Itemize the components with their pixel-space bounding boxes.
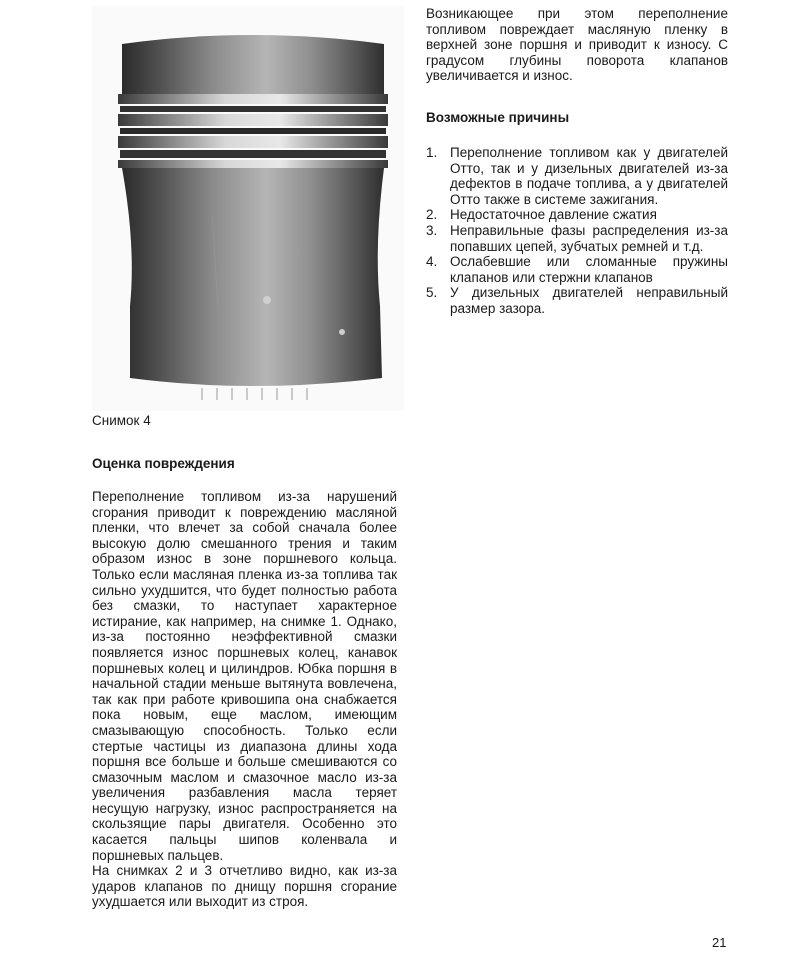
list-item: [426, 207, 728, 223]
paragraph-photos-reference: На снимках 2 и 3 отчетливо видно, как из-за ударов клапанов по днищу поршня сгорание ухудшается или выходит из строя.: [92, 863, 397, 910]
list-item: [426, 254, 728, 285]
damage-assessment-section: [92, 456, 397, 910]
page-number: 21: [712, 935, 727, 950]
right-column: [426, 6, 728, 317]
list-item-text: Неправильные фазы распределения из-за попавших цепей, зубчатых ремней и т.д.: [450, 222, 728, 254]
list-item-number: 1.: [426, 144, 438, 160]
list-item-number: 5.: [426, 285, 438, 301]
paragraph-damage-description: Переполнение топливом из-за нарушений сгорания приводит к повреждению масляной пленки, что влечет за собой сначала более высокую долю смешанного трения и таким образом износ в зоне поршневого кольца. Только если масляная пленка из-за топлива так сильно ухудшится, что будет полностью работа без смазки, то наступает характерное истирание, как например, на снимке 1. Однако, из-за постоянно неэффективной смазки появляется износ поршневых колец, канавок поршневых колец и цилиндров. Юбка поршня в начальной стадии меньше вытянута вовлечена, так как при работе кривошипа она снабжается пока новым, еще маслом, имеющим смазывающую способность. Только если стертые частицы из диапазона длины хода поршня все больше и больше смешиваются со смазочным маслом и смазочное масло из-за увеличения разбавления масла теряет несущую нагрузку, износ распространяется на скользящие пары двигателя. Особенно это касается пальцы шипов коленвала и поршневых пальцев.: [92, 489, 397, 863]
list-item-text: У дизельных двигателей неправильный размер зазора.: [450, 285, 728, 316]
causes-list: [426, 145, 728, 317]
section-heading-damage-assessment: Оценка повреждения: [92, 456, 235, 471]
piston-photo: [92, 6, 404, 411]
list-item-text: Ослабевшие или сломанные пружины клапанов или стержни клапанов: [450, 254, 728, 285]
list-item: [426, 145, 728, 207]
list-item-number: 2.: [426, 207, 438, 223]
list-item: [426, 223, 728, 254]
list-item: [426, 285, 728, 316]
list-item-number: 4.: [426, 254, 438, 270]
section-heading-possible-causes: Возможные причины: [426, 109, 570, 125]
figure-caption: Снимок 4: [92, 413, 151, 428]
paragraph-intro: Возникающее при этом переполнение топливом повреждает масляную пленку в верхней зоне поршня и приводит к износу. С градусом глубины поворота клапанов увеличивается и износ.: [426, 6, 728, 84]
list-item-number: 3.: [426, 222, 438, 238]
list-item-text: Переполнение топливом как у двигателей Отто, так и у дизельных двигателей из-за дефектов в подаче топлива, а у двигателей Отто также в системе зажигания.: [450, 144, 728, 207]
list-item-text: Недостаточное давление сжатия: [450, 207, 657, 223]
